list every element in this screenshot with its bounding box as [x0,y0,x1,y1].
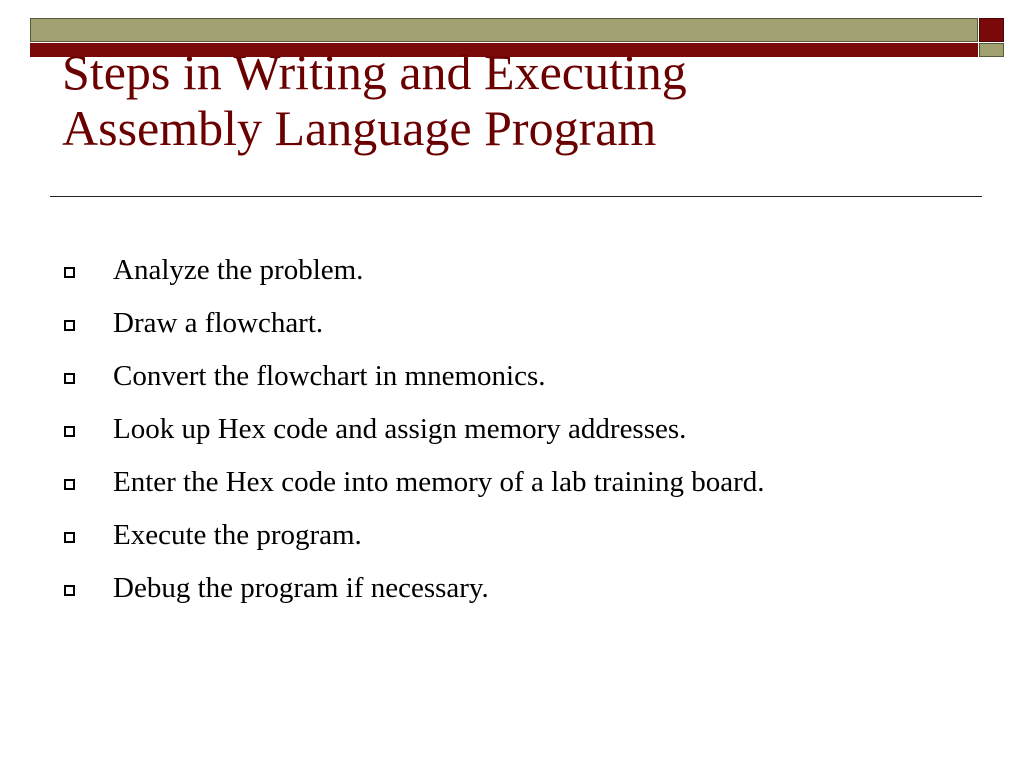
corner-square-maroon [979,18,1004,42]
bullet-item [64,244,764,297]
bullet-text: Enter the Hex code into memory of a lab training board. [113,466,765,498]
bullet-item [64,456,764,509]
slide-title-line-1: Steps in Writing and Executing [62,44,687,100]
corner-square-olive [979,43,1004,57]
hollow-square-bullet-icon [64,532,75,543]
bullet-text: Convert the flowchart in mnemonics. [113,360,546,392]
bullet-text: Look up Hex code and assign memory addresses. [113,413,687,445]
slide-title [62,44,982,156]
title-divider [50,196,982,197]
bullet-item [64,509,764,562]
bullet-item [64,297,764,350]
bullet-item [64,350,764,403]
top-decorative-bar-olive [30,18,978,42]
slide-title-line-2: Assembly Language Program [62,100,657,156]
bullet-text: Execute the program. [113,519,362,551]
bullet-text: Debug the program if necessary. [113,572,489,604]
bullet-item [64,403,764,456]
hollow-square-bullet-icon [64,585,75,596]
bullet-text: Draw a flowchart. [113,307,324,339]
hollow-square-bullet-icon [64,373,75,384]
bullet-list [64,244,764,615]
bullet-text: Analyze the problem. [113,254,364,286]
hollow-square-bullet-icon [64,479,75,490]
hollow-square-bullet-icon [64,267,75,278]
hollow-square-bullet-icon [64,320,75,331]
hollow-square-bullet-icon [64,426,75,437]
bullet-item [64,562,764,615]
